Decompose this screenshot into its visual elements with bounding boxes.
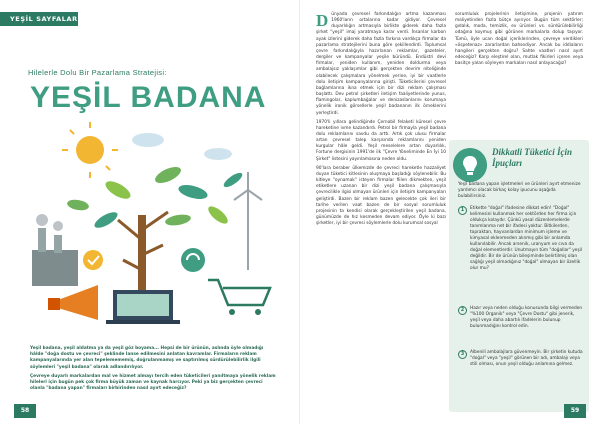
tip-text: Etikette "doğal" ifadesine dikkat edin! "Doğal" kelimesini kullanmak her sektörden her firma için oldukça kolaydır. Çünkü yasal düzenlemelerde tanımlanma net bir ifadesi yoktur. Bitkilerden, topraktan, hayvanlardan minimum işleme ve kimyasal eklenmeden alınmış gibi bir anlamda kullanılabilir. Ancak arsenik, uranyum ve cıva da doğal elementlerdir. Unutmayın tüm "doğallar" yeşil değildir. Bir de ürünün bileşiminde belirtilmiş olan sağlığı yeşil olmadığınız "doğal" olmayan bir özellik olur mu?: [470, 206, 583, 271]
intro-paragraph: Çevreye duyarlı markalardan mal ve hizmet almayı tercih eden tüketicileri yanıltmaya yönelik reklam hileleri için bugün pek çok firma büyük zaman ve kaynak harcıyor. Peki ya biz gerçekten çevreci olanla "badana yapan" firmaları birbirinden nasıl ayırt edeceğiz?: [30, 373, 276, 392]
intro-paragraph: Yeşil badana, yeşil aldatma ya da yeşil göz boyama... Hepsi de bir ürünün, aslında öyle olmadığı hâlde "doğa dostu ve çevreci" şeklinde lanse edilmesini anlatan kavramlar. Firmaların reklam kampanyalarında yer alan tepelemememiş, doğrulanmamış ve saptırılmış sürdürülebilirlik ilgili söylemleri "yeşil badana" olarak adlandırılıyor.: [30, 346, 264, 370]
section-tag-label: YEŞİL SAYFALAR: [10, 15, 78, 23]
article-column-2: [455, 12, 583, 70]
article-subtitle: Hilelerle Dolu Bir Pazarlama Stratejisi:: [28, 68, 167, 77]
tip-number: 3: [458, 350, 467, 359]
article-paragraph: sorumluluk projelerinin iletişimine, projenin yatırım maliyetinden fazla bütçe ayırıyor. Bugün tüm sektörler; gıdalık, moda, temizlik, ev ürünleri vs. sürdürülebilirliği odağına koymuş gibi görünen markalarla dolup taşıyor. Tümü, öyle ucan doğal içeriklerinden, çevreye verdikleri «öspetenaz» zararlardan bahsediyor. Ancak bu iddiaların hangileri gerçekten doğru? Sahte vaatleri nasıl ayırt edeceğiz? Karşı eleştirel olan, mutlak fikirleri içeren veya basitçe yalan söyleyen markaları nasıl anlayacağız?: [455, 12, 583, 67]
article-paragraph: 90'lara beraber ülkemizde de çevreci hareketle hazzaliyet duyan tüketici kitlesinin oluşmaya başladığı söylenebilir. Bu kitleye "oynamak" isteyen firmalar fiilen dikmekten, yeşil etiketlere uzanan bir dizi yeşil badana çalışmasıyla çevrecilikle ilgisi olmayan ürünleri için iletişim kampanyaları geliştirdi. Bazen bir reklam bazen gelecekte çok ileri bir tarihe verilen vaat bazen de bir sosyal sorumluluk projesinin ta kendisi olarak gerçekleştirilen yeşil badana, günümüzde de hız kesmeden devam ediyor. Öyle ki bazı şirketler, iyi bir çevresi söylemlerle dolu kurumsal sosyal: [316, 165, 446, 227]
lightbulb-icon: [453, 148, 487, 182]
check-badge-icon: [83, 250, 103, 270]
article-paragraph: [316, 12, 446, 117]
tip-item: [458, 306, 584, 346]
tip-text: Albenili ambalajlara güvenmeyin. Bir şirketin kutuda "doğal" veya "yeşil" görünen bir adı, ambalajı veya stili olması, onun yeşil olduğu anlamına gelmez.: [470, 350, 583, 367]
tips-intro: Yeşil badana yapan işletmeleri ve ürünleri ayırt etmenize yardımcı olacak birkaç kolay ipucunu aşağıda bulabilirsiniz.: [458, 182, 581, 199]
factory-icon: [32, 214, 78, 286]
tip-number: 1: [458, 206, 467, 215]
page-number-right: 59: [564, 404, 586, 418]
page-number-left: 58: [14, 404, 36, 418]
shopping-cart-icon: [208, 280, 270, 315]
tip-text: Hazır veya neden olduğu konusunda bilgi vermeden "%100 Organik" veya "Çevre Dostu" gibi jenerik, yeşil veya daha abartılı ifadelerin bulunup bulunmadığını kontrol edin.: [470, 306, 583, 329]
tip-number: 2: [458, 306, 467, 315]
tip-item: [458, 350, 584, 390]
megaphone-icon: [48, 285, 98, 320]
section-tag: [0, 12, 78, 26]
drop-cap: D: [316, 11, 329, 30]
tip-item: [458, 206, 584, 276]
laptop-icon: [106, 290, 180, 324]
cloud-icon: [204, 148, 232, 160]
wind-turbine-icon: [234, 172, 262, 270]
tips-title: Dikkatli Tüketici İçin İpuçları: [492, 147, 572, 168]
sun-icon: [76, 136, 104, 164]
left-intro-text: [30, 346, 276, 395]
recycle-icon: [181, 248, 205, 272]
greenwashing-illustration: [18, 120, 284, 330]
article-paragraph-text: ünyada çevresel farkındalığın artma kazanması 1960'ların ortalarına kadar gidiyor. Çevresel duyarlılığın artmasıyla birlikte giderek daha fazla şirket "yeşil" imaj yaratmaya karar verdi. İnsanlar karbon ayak izlerini giderek daha fazla farkına vardıkça firmalar da pazarlama stratejilerini buna göre şekillendirdi. Toplumsal çevre farkındalığıyla hazırlanan reklamlar, gazeteler, dergiler ve kampanyalar yeşile büründü. Endüstri devi firmalar, yeniden kullanım, yeniden doldurma veya ambalajsız yaklaşımlar gibi gerçekten devrim niteliğinde olabilecek çalışmalara yönelmek yerine, iyi bir vaatlerle dolu iletişim kampanyalarına girişti. Tüketicilerini çevresel bağlamlarına ikna etmek için bir dizi reklam çalışması başlattı. Dev petrol şirketleri iletişim faaliyetlerinde yunus, flamingolar, kaplumbağalar ve denizaslanlarını korumaya yönelik ironik görsellerle yeşil badananın ilk örneklerini yerleştirdi.: [316, 12, 446, 116]
article-paragraph: 1970'li yıllara gelindiğinde Çernobil felaketi küresel çevre hareketine ivme kazandırdı. Petrol bir firmayla yeşil badana dolu reklamlarını savdu da arttı. Artık çok ulusu firmalar artan çevresel talep karşısında reklamlarını yeniden kurgular hâle geldi. Yeşil meselelere artan duyarlılık, Fortune dergisinin 1991'de ilk "Çevre Yöneliminde En İyi 10 Şirket" listesini yayınlamasına neden oldu.: [316, 119, 446, 162]
cloud-icon: [132, 133, 164, 147]
article-column-1: [316, 12, 446, 230]
article-title: YEŞİL BADANA: [30, 81, 267, 114]
